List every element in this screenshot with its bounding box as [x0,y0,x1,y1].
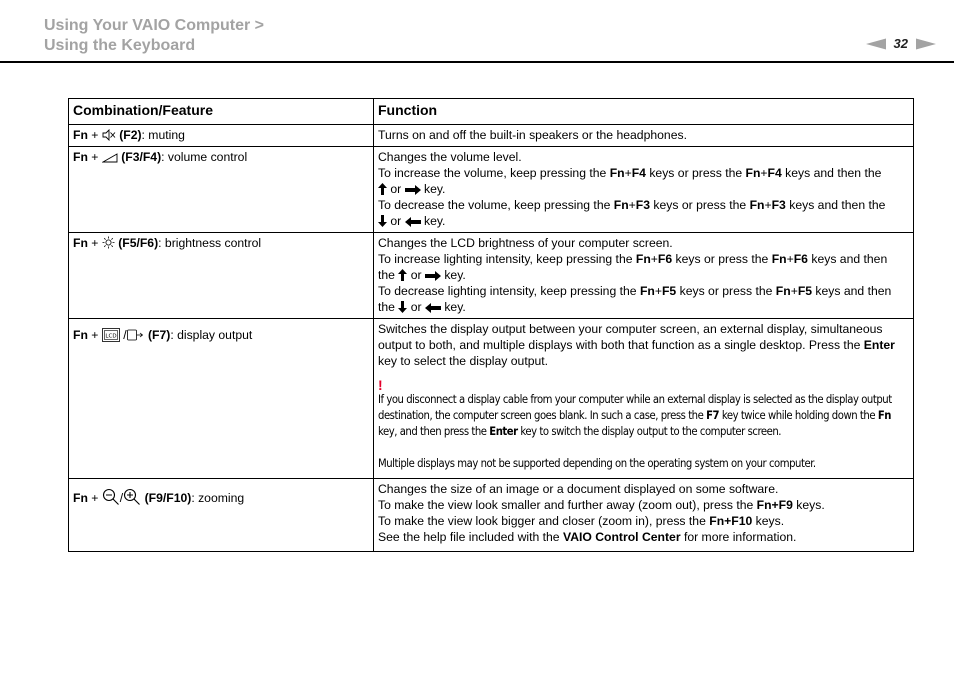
function-key-label: (F7) [147,328,171,342]
function-cell [374,233,914,319]
function-key-label: (F3/F4) [121,150,162,164]
table-row [69,233,914,319]
combination-cell [69,319,374,479]
function-description: Switches the display output between your computer screen, an external display, simultaneous output to both, and multiple displays with both that function as a single desktop. Press the Enter key to select the display output. [378,322,895,368]
function-description: or key. [378,181,908,197]
fn-key-label: Fn [73,236,88,250]
plus-sign: + [91,491,99,505]
next-page-arrow-icon[interactable] [916,38,936,50]
plus-sign: + [91,128,99,142]
zoom-out-icon [102,488,120,506]
combination-cell [69,479,374,552]
lcd-display-icon [102,328,120,342]
combination-cell [69,147,374,233]
table-row [69,479,914,552]
function-description: To make the view look bigger and closer (zoom in), press the Fn+F10 keys. [378,514,785,528]
function-cell [374,479,914,552]
combination-cell [69,125,374,147]
fn-key-label: Fn [73,328,88,342]
table-row [69,319,914,479]
volume-icon [102,153,118,163]
function-cell [374,319,914,479]
fn-key-label: Fn [73,491,88,505]
table-header-row [69,99,914,125]
plus-sign: + [91,328,99,342]
combination-cell [69,233,374,319]
function-description: the or key. [378,268,466,282]
function-description: Changes the size of an image or a document displayed on some software. [378,482,779,496]
page-navigation [866,36,936,51]
function-description: To make the view look smaller and further away (zoom out), press the Fn+F9 keys. [378,498,825,512]
plus-sign: + [91,150,99,164]
warning-icon: ! [378,377,383,393]
plus-sign: + [91,236,99,250]
up-arrow-icon [378,183,387,195]
function-key-label: (F5/F6) [118,236,159,250]
feature-name: : volume control [161,150,248,164]
function-key-label: (F2) [119,128,142,142]
function-description: See the help file included with the VAIO Control Center for more information. [378,530,797,544]
key-combination-table [68,98,914,552]
slash-separator: / [119,491,124,505]
zoom-in-icon [123,488,141,506]
svg-text:LCD: LCD [105,333,117,340]
down-arrow-icon [398,301,407,313]
fn-key-label: Fn [73,128,88,142]
feature-name: : brightness control [158,236,262,250]
left-arrow-icon [425,303,441,313]
table-row [69,147,914,233]
function-cell [374,125,914,147]
function-description: To decrease lighting intensity, keep pressing the Fn+F5 keys or press the Fn+F5 keys and then [378,284,892,298]
function-description: Changes the LCD brightness of your computer screen. [378,236,673,250]
breadcrumb-section: Using Your VAIO Computer > [44,17,265,34]
slash-separator: / [123,328,127,342]
function-description: Changes the volume level. [378,150,522,164]
function-description: To increase the volume, keep pressing the Fn+F4 keys or press the Fn+F4 keys and then the [378,166,882,180]
right-arrow-icon [405,185,421,195]
function-cell [374,147,914,233]
speaker-mute-icon [102,129,116,141]
function-description: Turns on and off the built-in speakers or the headphones. [378,128,687,142]
function-key-label: (F9/F10) [144,491,192,505]
function-description: To decrease the volume, keep pressing the Fn+F3 keys or press the Fn+F3 keys and then the [378,198,886,212]
table-row [69,125,914,147]
column-header-function: Function [374,99,914,125]
left-arrow-icon [405,217,421,227]
feature-name: : display output [170,328,253,342]
feature-name: : zooming [191,491,245,505]
function-description: the or key. [378,300,466,314]
up-arrow-icon [398,269,407,281]
external-display-icon [127,329,145,341]
previous-page-arrow-icon[interactable] [866,38,886,50]
function-description: or key. [378,213,908,229]
function-description: To increase lighting intensity, keep pressing the Fn+F6 keys or press the Fn+F6 keys and then [378,252,888,266]
multiple-display-note: Multiple displays may not be supported depending on the operating system on your computer. [378,457,816,470]
brightness-icon [102,236,115,249]
page-header [44,16,264,56]
page-number: 32 [893,36,908,51]
down-arrow-icon [378,215,387,227]
breadcrumb-subsection: Using the Keyboard [44,37,196,54]
right-arrow-icon [425,271,441,281]
header-divider [0,61,954,63]
feature-name: : muting [141,128,185,142]
fn-key-label: Fn [73,150,88,164]
warning-note: If you disconnect a display cable from your computer while an external display is selected as the display output destination, the computer screen goes blank. In such a case, press the F7 key twice while holding down the Fn key, and then press the Enter key to switch the display output to the computer screen. [378,393,892,438]
column-header-combination: Combination/Feature [69,99,374,125]
